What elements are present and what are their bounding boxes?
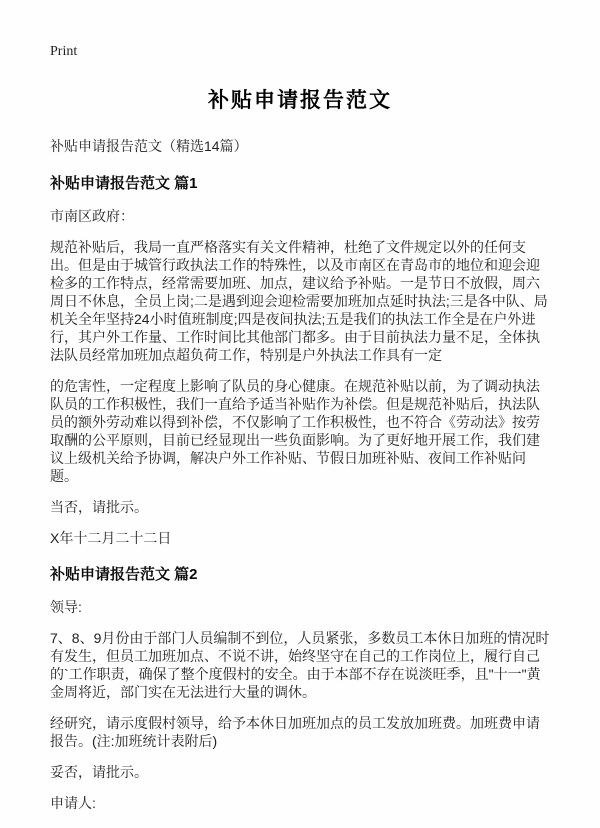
section-1-salutation: 市南区政府： <box>50 208 134 224</box>
section-2-heading: 补贴申请报告范文 篇2 <box>50 566 198 583</box>
section-2-paragraph-2: 经研究，请示度假村领导，给予本休日加班加点的员工发放加班费。加班费申请报告。(注:加班统计表附后) <box>50 715 540 749</box>
section-2-applicant-label: 申请人: <box>50 795 96 811</box>
doc-subtitle: 补贴申请报告范文（精选14篇） <box>50 138 248 154</box>
section-2-salutation: 领导: <box>50 599 82 615</box>
section-1-paragraph-2: 的危害性，一定程度上影响了队员的身心健康。在规范补贴以前，为了调动执法队员的工作积极性，我们一直给予适当补贴作为补偿。但是规范补贴后，执法队员的额外劳动难以得到补偿，不仅影响了工作积极性，也不符合《劳动法》按劳取酬的公平原则，目前已经显现出一些负面影响。为了更好地开展工作，我们建议上级机关给予协调，解决户外工作补贴、节假日加班补贴、夜间工作补贴问题。 <box>50 378 540 484</box>
section-1-heading: 补贴申请报告范文 篇1 <box>50 175 198 192</box>
section-2-closing: 妥否，请批示。 <box>50 764 148 780</box>
section-1-paragraph-1: 规范补贴后，我局一直严格落实有关文件精神，杜绝了文件规定以外的任何支出。但是由于城管行政执法工作的特殊性，以及市南区在青岛市的地位和迎会迎检多的工作特点，经常需要加班、加点，建议给予补贴。一是节日不放假，周六周日不休息，全员上岗;二是遇到迎会迎检需要加班加点延时执法;三是各中队、局机关全年坚持24小时值班制度;四是夜间执法;五是我们的执法工作全是在户外进行，其户外工作量、工作时间比其他部门都多。由于目前执法力量不足，全体执法队员经常加班加点超负荷工作，特别是户外执法工作具有一定 <box>50 239 548 363</box>
section-2-paragraph-1: 7、8、9月份由于部门人员编制不到位，人员紧张，多数员工本休日加班的情况时有发生，但员工加班加点、不说不讲，始终坚守在自己的工作岗位上，履行自己的`工作职责，确保了整个度假村的安全。由于本部不存在说淡旺季，且"十一"黄金周将近，部门实在无法进行大量的调休。 <box>50 630 550 700</box>
page-title: 补贴申请报告范文 <box>208 89 392 112</box>
print-link[interactable]: Print <box>50 44 78 59</box>
section-1-date: X年十二月二十二日 <box>50 530 172 546</box>
section-1-closing: 当否，请批示。 <box>50 499 148 515</box>
